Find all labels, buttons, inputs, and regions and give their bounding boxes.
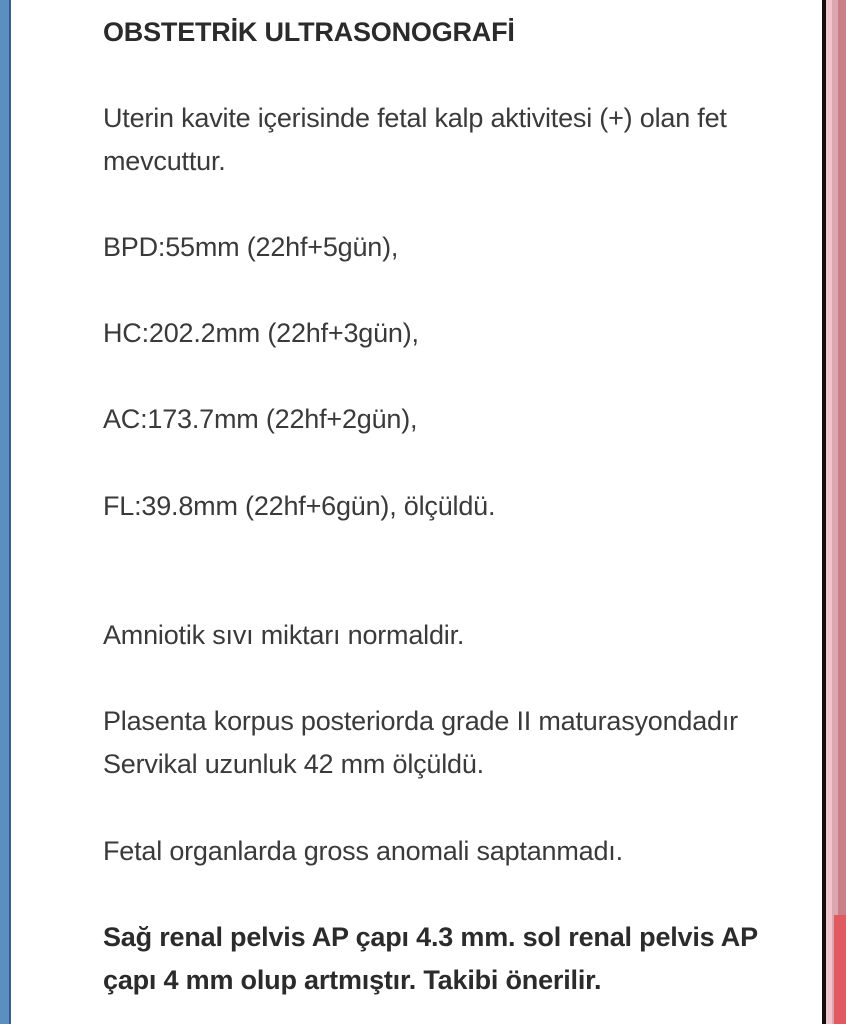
hc-measurement: HC:202.2mm (22hf+3gün), [103, 318, 419, 348]
right-background-shade [838, 0, 846, 1024]
ac-measurement: AC:173.7mm (22hf+2gün), [103, 404, 418, 434]
fl-measurement: FL:39.8mm (22hf+6gün), ölçüldü. [103, 491, 496, 521]
renal-line-1: Sağ renal pelvis AP çapı 4.3 mm. sol renal pelvis AP [103, 922, 758, 952]
renal-line-2: çapı 4 mm olup artmıştır. Takibi önerilir. [103, 965, 602, 995]
placenta-line-2: Servikal uzunluk 42 mm ölçüldü. [103, 749, 484, 779]
fetal-organs-note: Fetal organlarda gross anomali saptanmadı. [103, 836, 623, 866]
bpd-measurement: BPD:55mm (22hf+5gün), [103, 232, 399, 262]
intro-line-2: mevcuttur. [103, 146, 226, 176]
placenta-line-1: Plasenta korpus posteriorda grade II maturasyondadır [103, 706, 738, 736]
right-background-accent [834, 915, 846, 1024]
report-title: OBSTETRİK ULTRASONOGRAFİ [103, 17, 515, 47]
intro-line-1: Uterin kavite içerisinde fetal kalp aktivitesi (+) olan fet [103, 103, 727, 133]
amniotic-fluid-note: Amniotik sıvı miktarı normaldir. [103, 620, 465, 650]
right-background-highlight [826, 0, 832, 1024]
